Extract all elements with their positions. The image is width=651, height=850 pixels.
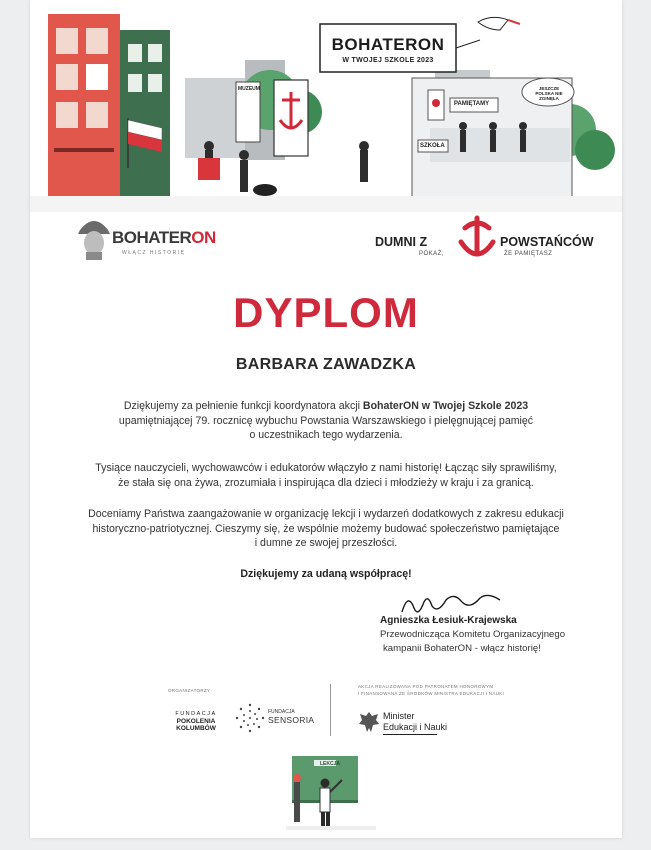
school-sign-text: SZKOŁA (420, 143, 445, 149)
city-illustration (30, 0, 622, 212)
diploma-title: DYPLOM (233, 289, 419, 336)
dumni-z-powstancow-logo (375, 212, 594, 264)
org-fundacja-sensoria: FUNDACJA SENSORIA (268, 709, 315, 725)
sensoria-dots-icon (234, 702, 266, 734)
polish-eagle-icon (358, 710, 380, 734)
paragraph-appreciation: Doceniamy Państwa zaangażowanie w organizację lekcji i wydarzeń dodatkowych z zakresu edukacji historyczno-patriotycznej. Cieszymy się, że wspólnie możemy budować społeczeństwo pamiętające i dumne ze swojej przeszłości. (88, 508, 564, 549)
logo-word-powstancow: POWSTAŃCÓW (500, 235, 594, 249)
signature-block (380, 588, 580, 658)
museum-sign-text: MUZEUM (238, 86, 260, 92)
recipient-name: BARBARA ZAWADZKA (235, 356, 417, 373)
organizers-label: ORGANIZATORZY (168, 688, 211, 693)
patronage-line2: I FINANSOWANA ZE ŚRODKÓW MINISTRA EDUKACJI I NAUKI (358, 691, 505, 696)
signatory-name: Agnieszka Łesiuk-Krajewska (380, 615, 517, 626)
board-text: LEKCJA (319, 761, 340, 767)
logo-name: BOHATERON (112, 228, 216, 247)
signatory-role-line1: Przewodnicząca Komitetu Organizacyjnego (380, 629, 566, 640)
logo-tag-pamietasz: ŻE PAMIĘTASZ (504, 251, 553, 257)
banner-title: BOHATERON (331, 35, 445, 54)
ministry-underline (383, 734, 437, 735)
paragraph-teachers: Tysiące nauczycieli, wychowawców i edukatorów włączyło z nami historię! Łącząc siły sprawiliśmy, że stała się ona żywa, zrozumiała i inspirująca dla dzieci i młodzieży w kraju i za granicą. (95, 462, 557, 489)
patronage-line1: AKCJA REALIZOWANA POD PATRONATEM HONOROWYM (358, 684, 494, 689)
ministry-name: Minister Edukacji i Nauki (383, 711, 448, 732)
org-fundacja-pokolenia-kolumbow: FUNDACJA POKOLENIA KOLUMBÓW (175, 711, 217, 732)
speech-bubble-text: JESZCZE POLSKA NIE ZGINĘŁA (535, 86, 563, 101)
paragraph-coordinator: Dziękujemy za pełnienie funkcji koordynatora akcji BohaterON w Twojej Szkole 2023 upamiętniającej 79. rocznicę wybuchu Powstania Warszawskiego i pielęgnującej pamięć o uczestnikach tego wydarzenia. (118, 400, 534, 441)
signatory-role-line2: kampanii BohaterON - włącz historię! (383, 643, 541, 654)
logo-tagline: WŁĄCZ HISTORIĘ (122, 250, 186, 256)
logo-word-dumni: DUMNI Z (375, 235, 428, 249)
thanks-line: Dziękujemy za udaną współpracę! (240, 568, 412, 580)
banner-subtitle: W TWOJEJ SZKOLE 2023 (342, 57, 434, 64)
logo-tag-pokaz: POKAŻ, (419, 251, 445, 257)
bohateron-logo (76, 210, 236, 262)
diploma-sheet (30, 0, 622, 838)
soldier-helmet-icon (76, 210, 112, 260)
footer-divider (330, 684, 331, 736)
memory-sign-text: PAMIĘTAMY (454, 101, 490, 107)
anchor-logo-icon (457, 214, 497, 262)
